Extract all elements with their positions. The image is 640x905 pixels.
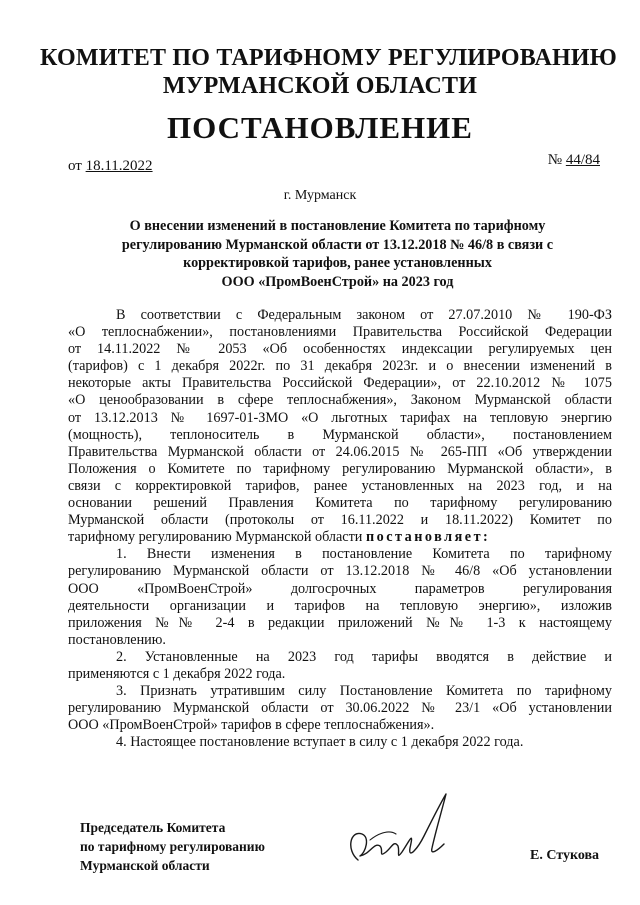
preamble-line: связи с корректировкой тарифов, ранее установленных на 2023 год, и на	[68, 477, 612, 494]
preamble-last-text: тарифному регулированию Мурманской области	[68, 529, 366, 546]
committee-line-2: МУРМАНСКОЙ ОБЛАСТИ	[162, 73, 478, 99]
subject-line-3: корректировкой тарифов, ранее установленных	[183, 255, 492, 271]
item-1-line: регулированию Мурманской области от 13.12.2018 № 46/8 «Об установлении	[68, 563, 612, 580]
preamble-line: В соответствии с Федеральным законом от 27.07.2010 № 190-ФЗ	[116, 307, 612, 323]
document-type-title: ПОСТАНОВЛЕНИЕ	[167, 110, 473, 145]
document-date	[68, 158, 153, 175]
document-city: г. Мурманск	[283, 188, 357, 203]
preamble-line: от 13.12.2013 № 1697-01-ЗМО «О льготных тарифах на тепловую энергию	[68, 409, 612, 426]
date-prefix: от	[68, 158, 86, 174]
item-1-line: 1. Внести изменения в постановление Комитета по тарифному	[116, 546, 612, 563]
handwritten-signature	[340, 790, 460, 880]
number-prefix: №	[547, 152, 566, 168]
item-1-line: приложения №№ 2-4 в редакции приложений №№ 1-3 к настоящему	[68, 614, 612, 631]
preamble-line: Положения о Комитете по тарифному регулированию Мурманской области», в	[68, 460, 612, 477]
item-2-line: применяются с 1 декабря 2022 года.	[68, 665, 286, 682]
item-1-line: постановлению.	[68, 631, 166, 648]
item-3-line: регулированию Мурманской области от 30.06.2022 № 23/1 «Об установлении	[68, 700, 612, 717]
item-4-line: 4. Настоящее постановление вступает в силу с 1 декабря 2022 года.	[116, 734, 524, 751]
position-line-1: Председатель Комитета	[80, 820, 226, 835]
number-value: 44/84	[565, 152, 600, 168]
item-3-line: 3. Признать утратившим силу Постановление Комитета по тарифному	[116, 683, 612, 700]
item-1-line: ООО «ПромВоенСтрой» долгосрочных параметров регулирования	[68, 580, 612, 597]
item-1	[68, 546, 612, 649]
position-line-3: Мурманской области	[80, 858, 210, 873]
preamble-line: «О теплоснабжении», постановлениями Правительства Российской Федерации	[68, 324, 612, 341]
item-3-line: ООО «ПромВоенСтрой» тарифов в сфере теплоснабжения».	[68, 717, 435, 734]
document-body	[68, 307, 612, 751]
preamble-line: некоторые акты Правительства Российской Федерации», от 22.10.2012 № 1075	[68, 375, 612, 392]
preamble-line: Мурманской области (протоколы от 16.11.2022 и 18.11.2022) Комитет по	[68, 512, 612, 529]
position-line-2: по тарифному регулированию	[80, 839, 265, 854]
date-value: 18.11.2022	[85, 158, 153, 174]
subject-line-2: регулированию Мурманской области от 13.12.2018 № 46/8 в связи с	[121, 236, 554, 253]
preamble-line: от 14.11.2022 № 2053 «Об особенностях индексации регулируемых цен	[68, 341, 612, 358]
signer-name: Е. Стукова	[530, 848, 600, 863]
decree-word: постановляет:	[365, 529, 491, 546]
preamble-line: (тарифов) с 1 декабря 2022г. по 31 декабря 2023г. и о внесении изменений в	[68, 358, 612, 375]
preamble-last-line	[68, 529, 612, 546]
committee-line-1: КОМИТЕТ ПО ТАРИФНОМУ РЕГУЛИРОВАНИЮ	[40, 45, 617, 71]
preamble-line: основании решений Правления Комитета по тарифному регулированию	[68, 495, 612, 512]
preamble-paragraph	[68, 307, 612, 546]
signatory-position	[80, 818, 265, 875]
document-number	[548, 152, 600, 169]
document-subject	[90, 217, 585, 291]
preamble-line: Правительства Мурманской области от 24.06.2015 № 265-ПП «Об утверждении	[68, 443, 612, 460]
item-4	[68, 734, 612, 751]
item-3	[68, 683, 612, 734]
item-2	[68, 649, 612, 683]
committee-header	[40, 44, 617, 100]
item-1-line: деятельности организации и тарифов на тепловую энергию», изложив	[68, 597, 612, 614]
item-2-line: 2. Установленные на 2023 год тарифы вводятся в действие и	[116, 648, 612, 665]
preamble-line: «О ценообразовании в сфере теплоснабжения», Законом Мурманской области	[68, 392, 612, 409]
subject-line-1: О внесении изменений в постановление Комитета по тарифному	[129, 218, 546, 234]
preamble-line: (мощность), теплоноситель в Мурманской области», постановлением	[68, 426, 612, 443]
subject-line-4: ООО «ПромВоенСтрой» на 2023 год	[221, 273, 454, 290]
